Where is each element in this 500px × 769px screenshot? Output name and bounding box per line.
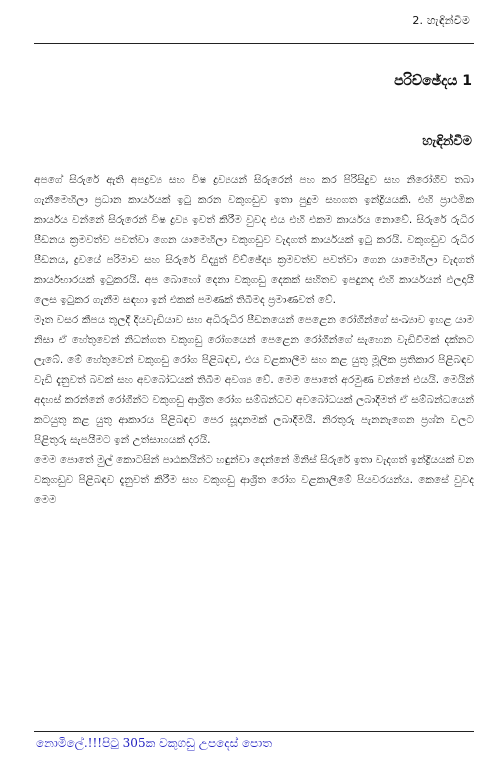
footer-promo-text: නොමිලේ.!!!පිටු 305ක වකුගඩු උපදෙස් පොත: [36, 736, 273, 750]
header-divider: [34, 43, 474, 44]
footer-divider: [34, 731, 474, 732]
section-title: හැඳින්වීම: [422, 134, 472, 149]
chapter-title: පරිච්ඡේදය 1: [394, 73, 472, 89]
paragraph-1: අපගේ සිරුරේ ඇති අපද්‍රව්‍ය සහ විෂ ද්‍රව්‍යයන් සිරුරෙන් පහ කර පිරිසිදුව සහ නිරෝගීව තබා ගැනීමෙහිලා ප්‍රධාන කාර්යයක් ඉටු කරන වකුගඩුව ඉතා පුදුම සහගත ඉන්ද්‍රියයකි. එහි ප්‍රාථමික කාර්යය වන්නේ සිරුරෙන් විෂ ද්‍රව්‍ය ඉවත් කිරීම වුවද එය එහි එකම කාර්යය නොවේ. සිරුරේ රුධිර පීඩනය ක්‍රමවත්ව පවත්වා ගෙන යාමෙහිලා වකුගඩුව වැදගත් කාර්යයක් ඉටු කරයි. වකුගඩුව රුධිර පීඩනය, ද්‍රවයේ පරිමාව සහ සිරුරේ විද්‍යුත් විච්ඡේද්‍ය ක්‍රමවත්ව පවත්වා ගෙන යාමෙහිලා වැදගත් කාර්යභාරයක් ඉටුකරයි. අප බොහෝ දෙනා වකුගඩු දෙකක් සහිතව ඉපදුනද එහි කාර්යයන් ඵලදායී ලෙස ඉටුකර ගැනීම සඳහා ඉන් එකක් පමණක් තිබීමද ප්‍රමාණවත් වේ.: [34, 174, 474, 306]
paragraph-3: මෙම පොතේ මුල් කොටසින් පාඨකයින්ට හඳුන්වා දෙන්නේ මිනිස් සිරුරේ ඉතා වැදගත් ඉන්ද්‍රියයක් වන වකුගඩුව පිළිබඳව දැනුවත් කිරීම සහ වකුගඩු ආශ්‍රිත රෝග වළකාලීමේ පියවරයන්ය. කෙසේ වුවද මෙම: [34, 454, 474, 506]
body-text: [34, 170, 474, 510]
running-header: 2. හැඳින්වීම: [412, 14, 470, 27]
paragraph-2: මෑත වසර කීපය තුලදී දියවැඩියාව සහ අධිරුධිර පීඩනයෙන් පෙළෙන රෝගීන්ගේ සංඛ්‍යාව ඉහළ යාම නිසා ඒ හේතුවෙන් නිධන්ගත වකුගඩු රෝගයෙන් පෙළෙන රෝගීන්ගේ සැහෙන වැඩිවීමක් දක්නට ලැබේ. මේ හේතුවෙන් වකුගඩු රෝග පිළිබඳව, එය වළකාලීම සහ කළ යුතු මූලික ප්‍රතිකාර පිළිබඳව වැඩි දැනුවත් බවක් සහ අවබෝධයක් තිබීම අවශ්‍ය වේ. මෙම පොතේ අරමුණ වන්නේ එයයි. මෙයින් අදහස් කරන්නේ රෝගීන්ට වකුගඩු ආශ්‍රිත රෝග සම්බන්ධව අවබෝධයක් ලබාදීමත් ඒ සම්බන්ධයෙන් කටයුතු කළ යුතු ආකාරය පිළිබඳව පෙර සූදානමක් ලබාදීමයි. නිරතුරු පැනනැගෙන ප්‍රශ්න වලට පිළිතුරු සැපයීමට ඉන් උත්සාහයක් දරයි.: [34, 314, 474, 446]
